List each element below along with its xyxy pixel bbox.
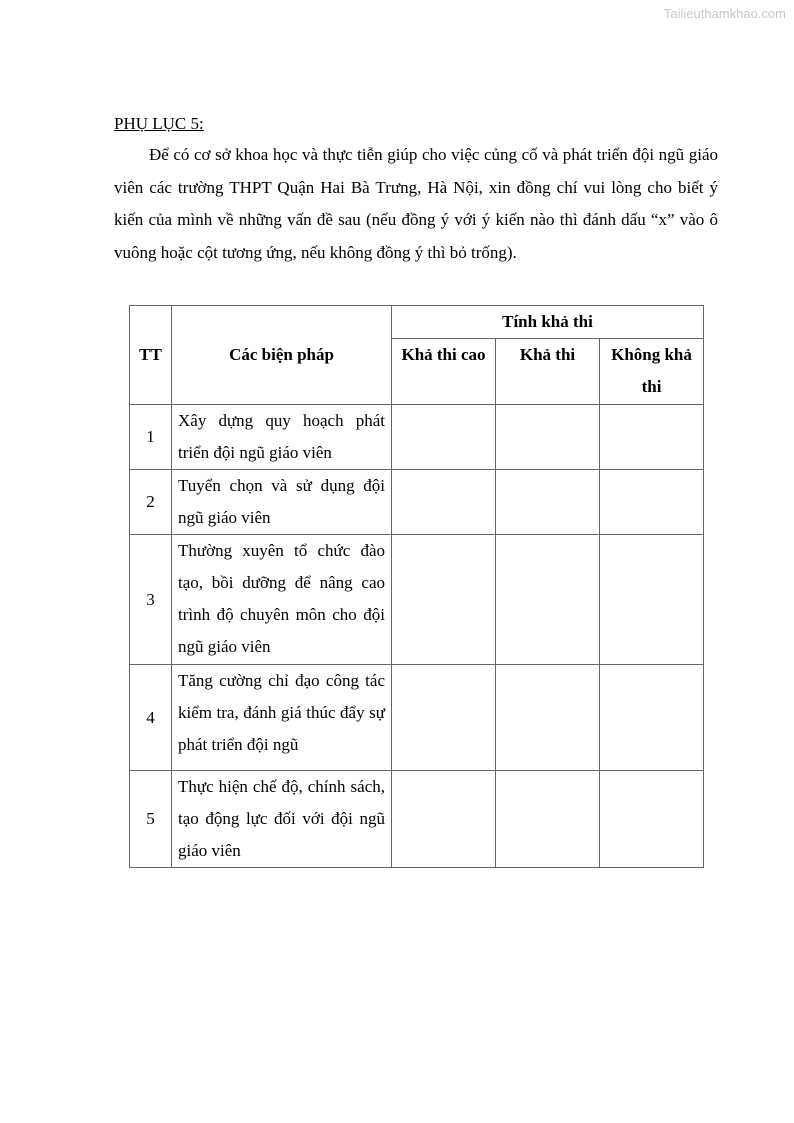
watermark: Tailieuthamkhao.com: [663, 6, 786, 21]
row-number: 1: [130, 405, 172, 470]
appendix-title: PHỤ LỤC 5:: [114, 114, 204, 133]
table-row: [130, 665, 704, 771]
cell-feasible[interactable]: [496, 535, 600, 665]
cell-feasible[interactable]: [496, 771, 600, 868]
row-number: 3: [130, 535, 172, 665]
cell-not-feasible[interactable]: [600, 405, 704, 470]
row-number: 5: [130, 771, 172, 868]
cell-high[interactable]: [392, 405, 496, 470]
row-measure: Thực hiện chế độ, chính sách, tạo động lực đối với đội ngũ giáo viên: [172, 771, 392, 868]
cell-feasible[interactable]: [496, 470, 600, 535]
header-high: Khả thi cao: [392, 339, 496, 405]
cell-not-feasible[interactable]: [600, 470, 704, 535]
cell-high[interactable]: [392, 771, 496, 868]
cell-not-feasible[interactable]: [600, 771, 704, 868]
row-number: 4: [130, 665, 172, 771]
table-row: [130, 535, 704, 665]
intro-paragraph: Để có cơ sở khoa học và thực tiễn giúp cho việc củng cố và phát triển đội ngũ giáo viên các trường THPT Quận Hai Bà Trưng, Hà Nội, xin đồng chí vui lòng cho biết ý kiến của mình về những vấn đề sau (nếu đồng ý với ý kiến nào thì đánh dấu “x” vào ô vuông hoặc cột tương ứng, nếu không đồng ý thì bỏ trống).: [114, 145, 718, 262]
cell-high[interactable]: [392, 535, 496, 665]
header-measures: Các biện pháp: [172, 306, 392, 405]
row-measure: Tăng cường chỉ đạo công tác kiểm tra, đánh giá thúc đẩy sự phát triển đội ngũ: [172, 665, 392, 771]
row-number: 2: [130, 470, 172, 535]
row-measure: Tuyển chọn và sử dụng đội ngũ giáo viên: [172, 470, 392, 535]
survey-table: [129, 305, 704, 868]
table-row: [130, 470, 704, 535]
cell-high[interactable]: [392, 665, 496, 771]
cell-high[interactable]: [392, 470, 496, 535]
cell-not-feasible[interactable]: [600, 665, 704, 771]
row-measure: Thường xuyên tổ chức đào tạo, bồi dưỡng để nâng cao trình độ chuyên môn cho đội ngũ giáo viên: [172, 535, 392, 665]
header-tt: TT: [130, 306, 172, 405]
cell-feasible[interactable]: [496, 405, 600, 470]
header-feasible: Khả thi: [496, 339, 600, 405]
table-row: [130, 405, 704, 470]
row-measure: Xây dựng quy hoạch phát triển đội ngũ giáo viên: [172, 405, 392, 470]
header-feasibility: Tính khả thi: [392, 306, 704, 339]
cell-feasible[interactable]: [496, 665, 600, 771]
table-row: [130, 771, 704, 868]
header-not-feasible: Không khả thi: [600, 339, 704, 405]
cell-not-feasible[interactable]: [600, 535, 704, 665]
